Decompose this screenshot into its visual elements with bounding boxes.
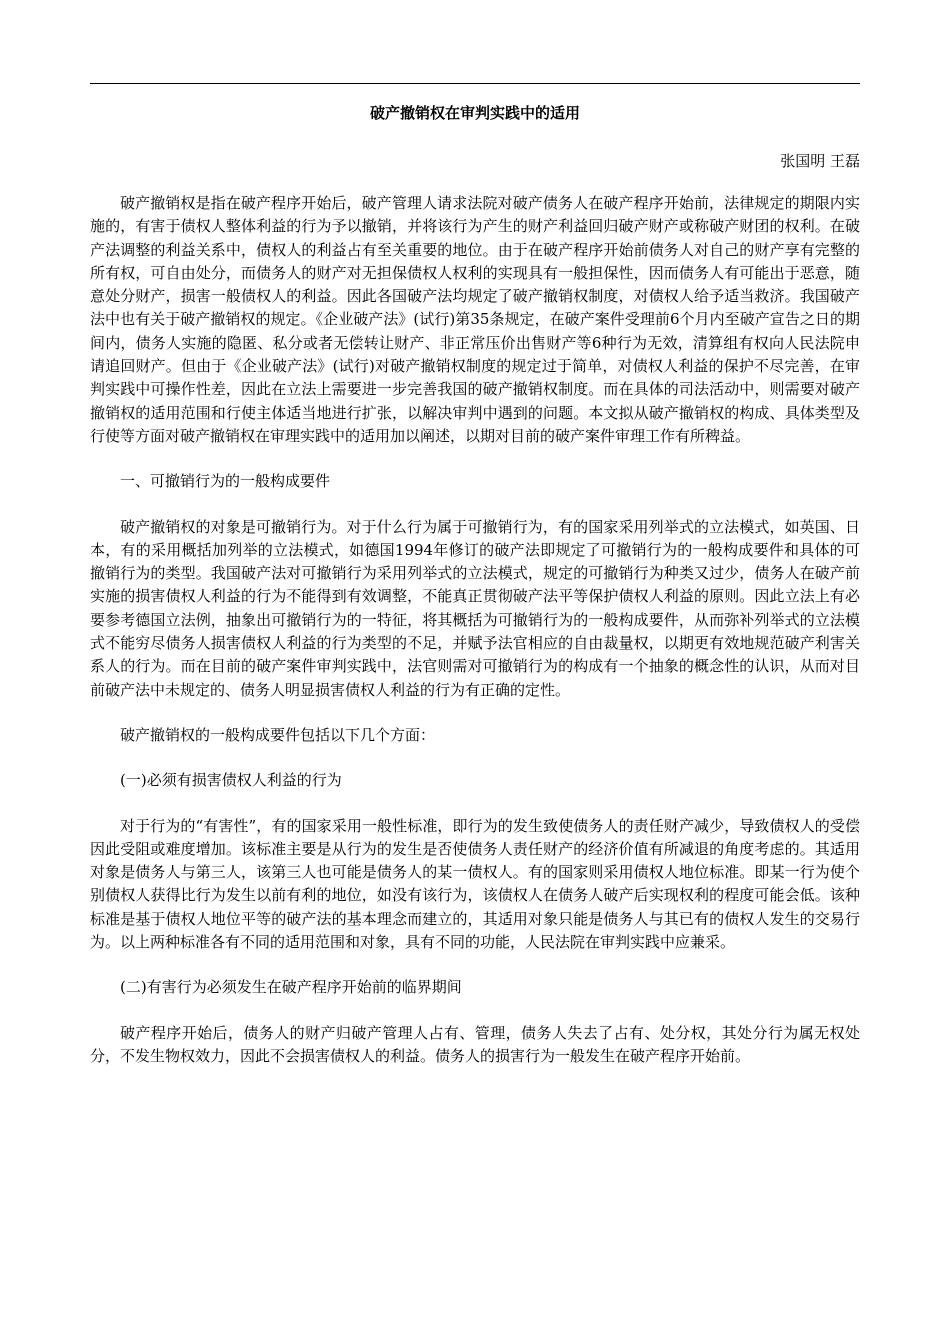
document-authors: 张国明 王磊 (780, 152, 860, 170)
document-page (90, 83, 860, 1068)
document-title: 破产撤销权在审判实践中的适用 (369, 104, 580, 122)
paragraph-critical-period: 破产程序开始后，债务人的财产归破产管理人占有、管理，债务人失去了占有、处分权，其处分行为属无权处分，不发生物权效力，因此不会损害债权人的利益。债务人的损害行为一般发生在破产程序开始前。 (90, 1023, 860, 1065)
paragraph-harmfulness: 对于行为的“有害性”，有的国家采用一般性标准，即行为的发生致使债务人的责任财产减少，导致债权人的受偿因此受阻或难度增加。该标准主要是从行为的发生是否使债务人责任财产的经济价值有所减退的角度考虑的。其适用对象是债务人与第三人，该第三人也可能是债务人的某一债权人。有的国家则采用债权人地位标准。即某一行为使个别债权人获得比行为发生以前有利的地位，如没有该行为，该债权人在债务人破产后实现权利的程度可能会低。该种标准是基于债权人地位平等的破产法的基本理念而建立的，其适用对象只能是债务人与其已有的债权人发生的交易行为。以上两种标准各有不同的适用范围和对象，具有不同的功能，人民法院在审判实践中应兼采。 (90, 816, 860, 952)
subheading-2: (二)有害行为必须发生在破产程序开始前的临界期间 (120, 978, 462, 997)
paragraph-object: 破产撤销权的对象是可撤销行为。对于什么行为属于可撤销行为，有的国家采用列举式的立法模式，如英国、日本，有的采用概括加列举的立法模式，如德国1994年修订的破产法即规定了可撤销行为的一般构成要件和具体的可撤销行为的类型。我国破产法对可撤销行为采用列举式的立法模式，规定的可撤销行为种类又过少，债务人在破产前实施的损害债权人利益的行为不能得到有效调整，不能真正贯彻破产法平等保护债权人利益的原则。因此立法上有必要参考德国立法例，抽象出可撤销行为的一特征，将其概括为可撤销行为的一般构成要件，从而弥补列举式的立法模式不能穷尽债务人损害债权人利益的行为类型的不足，并赋予法官相应的自由裁量权，以期更有效地规范破产利害关系人的行为。而在目前的破产案件审判实践中，法官则需对可撤销行为的构成有一个抽象的概念性的认识，从而对目前破产法中未规定的、债务人明显损害债权人利益的行为有正确的定性。 (90, 517, 860, 699)
header-rule (90, 83, 860, 84)
subheading-1: (一)必须有损害债权人利益的行为 (120, 771, 342, 790)
paragraph-intro: 破产撤销权是指在破产程序开始后，破产管理人请求法院对破产债务人在破产程序开始前，法律规定的期限内实施的，有害于债权人整体利益的行为予以撤销，并将该行为产生的财产利益回归破产财产或称破产财团的权利。在破产法调整的利益关系中，债权人的利益占有至关重要的地位。由于在破产程序开始前债务人对自己的财产享有完整的所有权，可自由处分，而债务人的财产对无担保债权人权利的实现具有一般担保性，因而债务人有可能出于恶意，随意处分财产，损害一般债权人的利益。因此各国破产法均规定了破产撤销权制度，对债权人给予适当救济。我国破产法中也有关于破产撤销权的规定。《企业破产法》(试行)第35条规定，在破产案件受理前6个月内至破产宣告之日的期间内，债务人实施的隐匿、私分或者无偿转让财产、非正常压价出售财产等6种行为无效，清算组有权向人民法院申请追回财产。但由于《企业破产法》(试行)对破产撤销权制度的规定过于简单，对债权人利益的保护不尽完善，在审判实践中可操作性差，因此在立法上需要进一步完善我国的破产撤销权制度。而在具体的司法活动中，则需要对破产撤销权的适用范围和行使主体适当地进行扩张，以解决审判中遇到的问题。本文拟从破产撤销权的构成、具体类型及行使等方面对破产撤销权在审理实践中的适用加以阐述，以期对目前的破产案件审理工作有所稗益。 (90, 194, 860, 445)
paragraph-elements-intro: 破产撤销权的一般构成要件包括以下几个方面： (120, 725, 436, 744)
section-heading-1: 一、可撤销行为的一般构成要件 (120, 472, 331, 491)
